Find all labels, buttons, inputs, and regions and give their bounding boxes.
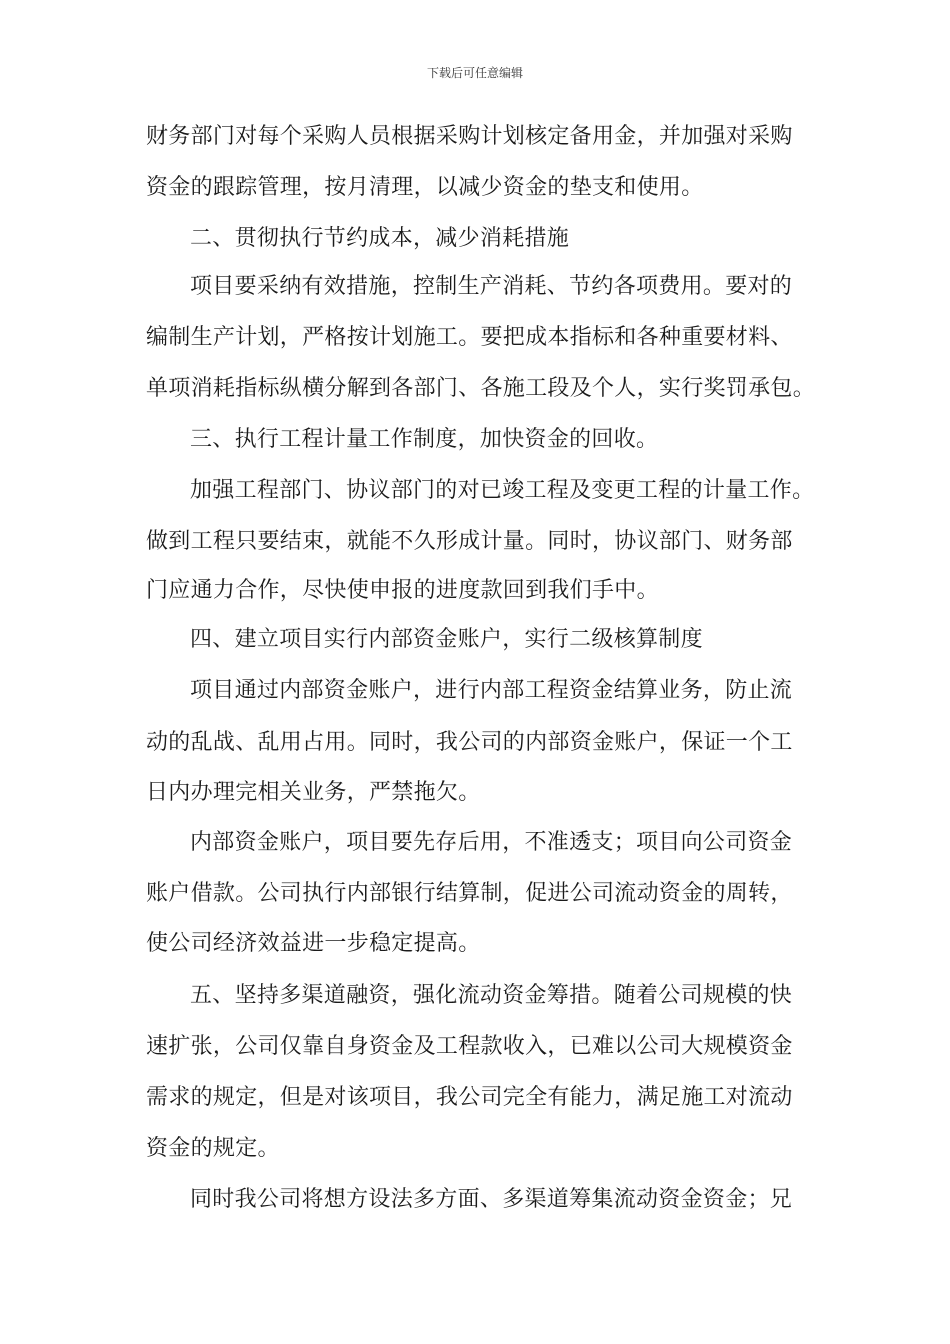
text-line: 单项消耗指标纵横分解到各部门、各施工段及个人，实行奖罚承包。: [146, 376, 816, 401]
section-heading: 二、贯彻执行节约成本，减少消耗措施: [190, 226, 570, 251]
text-line: 速扩张，公司仅靠自身资金及工程款收入，已难以公司大规模资金: [146, 1034, 793, 1059]
text-line: 做到工程只要结束，就能不久形成计量。同时，协议部门、财务部: [146, 529, 793, 554]
text-line: 账户借款。公司执行内部银行结算制，促进公司流动资金的周转，: [146, 881, 793, 906]
text-line: 财务部门对每个采购人员根据采购计划核定备用金，并加强对采购: [146, 124, 793, 149]
text-line: 编制生产计划，严格按计划施工。要把成本指标和各种重要材料、: [146, 325, 793, 350]
text-line: 日内办理完相关业务，严禁拖欠。: [146, 780, 481, 805]
text-line: 内部资金账户，项目要先存后用，不准透支；项目向公司资金: [190, 830, 793, 855]
text-line: 资金的规定。: [146, 1136, 280, 1161]
text-line: 门应通力合作，尽快使申报的进度款回到我们手中。: [146, 578, 659, 603]
section-heading: 五、坚持多渠道融资，强化流动资金筹措。随着公司规模的快: [190, 983, 793, 1008]
section-heading: 四、建立项目实行内部资金账户，实行二级核算制度: [190, 627, 703, 652]
text-line: 项目通过内部资金账户，进行内部工程资金结算业务，防止流: [190, 678, 793, 703]
text-line: 资金的跟踪管理，按月清理，以减少资金的垫支和使用。: [146, 175, 704, 200]
text-line: 加强工程部门、协议部门的对已竣工程及变更工程的计量工作。: [190, 478, 815, 503]
text-line: 同时我公司将想方设法多方面、多渠道筹集流动资金资金；兄: [190, 1187, 793, 1212]
text-line: 项目要采纳有效措施，控制生产消耗、节约各项费用。要对的: [190, 274, 793, 299]
text-line: 需求的规定，但是对该项目，我公司完全有能力，满足施工对流动: [146, 1085, 793, 1110]
section-heading: 三、执行工程计量工作制度，加快资金的回收。: [190, 427, 659, 452]
text-line: 动的乱战、乱用占用。同时，我公司的内部资金账户，保证一个工: [146, 730, 793, 755]
text-line: 使公司经济效益进一步稳定提高。: [146, 931, 481, 956]
page-header: 下载后可任意编辑: [426, 66, 523, 80]
